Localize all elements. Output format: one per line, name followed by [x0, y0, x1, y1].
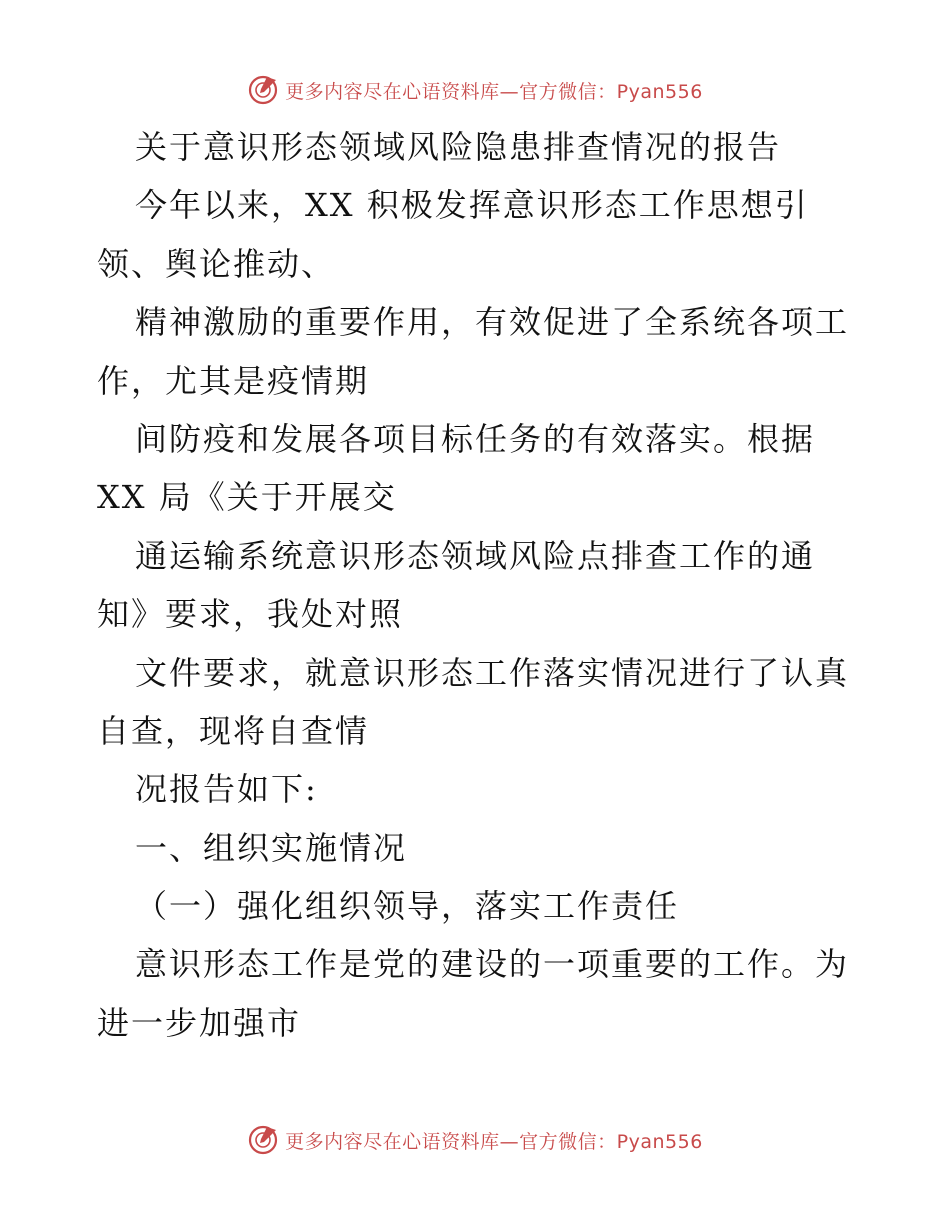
- text-line: 关于意识形态领域风险隐患排查情况的报告: [135, 128, 782, 166]
- pen-circle-icon: [247, 1124, 279, 1156]
- text-line: 作，尤其是疫情期: [97, 361, 370, 400]
- text-line: 进一步加强市: [97, 1003, 302, 1042]
- watermark-text: 更多内容尽在心语资料库—官方微信：Pyan556: [285, 1130, 703, 1153]
- text-line: 意识形态工作是党的建设的一项重要的工作。为: [135, 945, 850, 984]
- text-line: 文件要求，就意识形态工作落实情况进行了认真: [135, 653, 850, 692]
- text-line: XX 局《关于开展交: [97, 478, 397, 517]
- text-line: 知》要求，我处对照: [97, 595, 404, 634]
- text-line: 通运输系统意识形态领域风险点排查工作的通: [135, 536, 816, 575]
- text-line: 间防疫和发展各项目标任务的有效落实。根据: [135, 419, 816, 458]
- text-line: 领、舆论推动、: [97, 244, 336, 283]
- text-line: 自查，现将自查情: [97, 711, 370, 750]
- header-watermark: [0, 72, 950, 108]
- text-line: 今年以来，XX 积极发挥意识形态工作思想引: [135, 186, 809, 225]
- document-body: [97, 118, 857, 1052]
- text-line: 况报告如下:: [135, 770, 318, 809]
- text-line: 精神激励的重要作用，有效促进了全系统各项工: [135, 303, 850, 342]
- watermark-text: 更多内容尽在心语资料库—官方微信：Pyan556: [285, 80, 703, 103]
- text-line: （一）强化组织领导，落实工作责任: [135, 887, 680, 926]
- pen-circle-icon: [247, 74, 279, 106]
- text-line: 一、组织实施情况: [135, 828, 408, 867]
- footer-watermark: [0, 1122, 950, 1158]
